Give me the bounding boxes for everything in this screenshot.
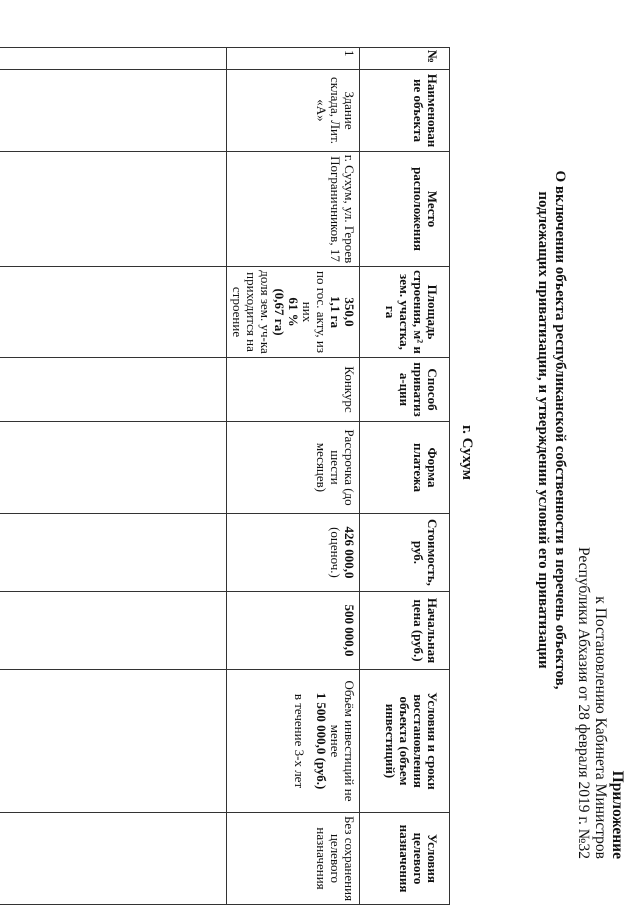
empty-cell [0,592,227,670]
empty-cell [0,670,227,813]
empty-cell [0,152,227,267]
privatization-table [0,47,450,905]
header-area: Площадь строения, м² и зем. участка, га [360,267,450,358]
cell-cost [227,514,360,592]
empty-cell [0,267,227,358]
area-building: 350,0 [342,297,357,327]
empty-cell [0,48,227,70]
empty-cell [0,70,227,152]
appendix-title: Приложение [609,770,626,859]
document-title: О включении объекта республиканской собственности в перечень объектов, подлежащих приватизации, и утверждении условий его приватизации [535,170,568,690]
cell-num: 1 [227,48,360,70]
header-method: Способ приватиза-ции [360,358,450,422]
table-empty-row [0,48,227,905]
restore-text: Объём инвестиций не менее [328,680,357,802]
city-heading: г. Сухум [459,424,475,481]
start-price-value: 500 000,0 [342,604,357,657]
cell-start-price [227,592,360,670]
header-restore: Условия и сроки восстановления объекта (объем инвестиций) [360,670,450,813]
header-cost: Стоимость, руб. [360,514,450,592]
restore-term: в течение 3-х лет [292,693,307,789]
header-num: № [360,48,450,70]
header-payment: Форма платежа [360,422,450,514]
cell-payment: Рассрочка (до шести месяцев) [227,422,360,514]
cell-purpose: Без сохранения целевого назначения [227,813,360,905]
area-share: 61 % [286,297,301,327]
area-note-2: доля зем. уч-ка приходится на строение [230,270,273,354]
header-location: Место расположения [360,152,450,267]
header-purpose: Условия целевого назначения [360,813,450,905]
cell-restore [227,670,360,813]
cost-note: (оценоч.) [328,527,343,578]
area-note-1: по гос. акту, из них [300,270,329,354]
empty-cell [0,422,227,514]
empty-cell [0,514,227,592]
cost-value: 426 000,0 [342,526,357,579]
cell-method: Конкурс [227,358,360,422]
empty-cell [0,358,227,422]
appendix-header [575,547,626,859]
cell-area [227,267,360,358]
header-name: Наименование объекта [360,70,450,152]
appendix-line-2: Республики Абхазия от 28 февраля 2019 г. №32 [575,546,592,859]
table-row [227,48,360,905]
appendix-line-1: к Постановлению Кабинета Министров [592,596,609,859]
area-land: 1,1 га [328,296,343,328]
header-start-price: Начальная цена (руб.) [360,592,450,670]
cell-location: г. Сухум, ул. Героев Пограничников, 17 [227,152,360,267]
table-header-row [360,48,450,905]
area-share-ha: (0,67 га) [272,288,287,336]
empty-cell [0,813,227,905]
restore-amount: 1 500 000,0 (руб.) [314,692,329,790]
cell-name: Здание склада, Лит. «А» [227,70,360,152]
